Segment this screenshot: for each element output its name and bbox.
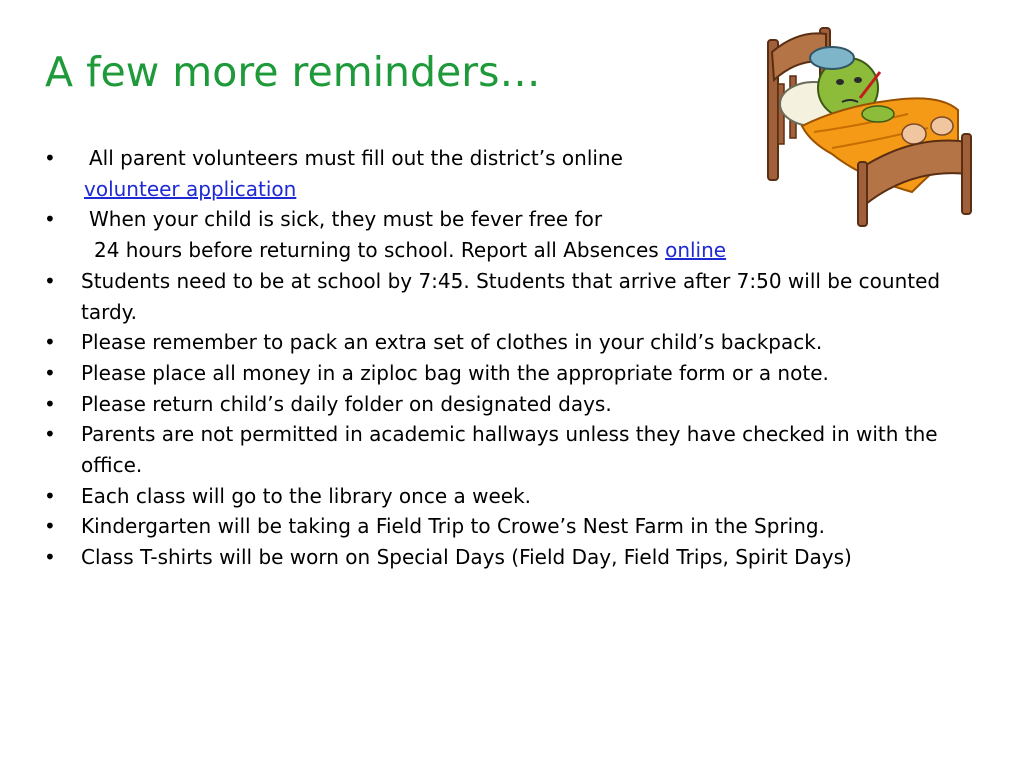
- list-item: [44, 481, 944, 512]
- list-item: [44, 204, 769, 265]
- list-item-text: Parents are not permitted in academic hallways unless they have checked in with the office.: [81, 422, 938, 478]
- list-item-text: Class T-shirts will be worn on Special Days (Field Day, Field Trips, Spirit Days): [81, 545, 852, 570]
- list-item: [44, 419, 944, 480]
- list-item-text: Please remember to pack an extra set of clothes in your child’s backpack.: [81, 330, 823, 355]
- list-item: [44, 542, 944, 573]
- list-item: [44, 327, 944, 358]
- list-item-text: All parent volunteers must fill out the district’s online: [89, 146, 623, 170]
- list-item-text: Kindergarten will be taking a Field Trip to Crowe’s Nest Farm in the Spring.: [81, 514, 825, 539]
- bullet-icon: •: [44, 545, 56, 570]
- list-item-text: 24 hours before returning to school. Report all Absences: [94, 238, 666, 263]
- report-absences-online-link[interactable]: online: [665, 238, 727, 263]
- bullet-icon: •: [44, 514, 56, 539]
- bullet-icon: •: [44, 360, 56, 385]
- list-item-text: Students need to be at school by 7:45. Students that arrive after 7:50 will be counted tardy.: [81, 268, 941, 324]
- list-item-text: Please return child’s daily folder on designated days.: [81, 391, 612, 416]
- list-item: [44, 511, 944, 542]
- bullet-icon: •: [44, 391, 56, 416]
- list-item: [44, 266, 944, 327]
- bullet-icon: •: [44, 207, 56, 232]
- bullet-icon: •: [44, 330, 56, 355]
- slide-title: A few more reminders…: [45, 48, 541, 96]
- list-item: [44, 358, 944, 389]
- list-item-text: Please place all money in a ziploc bag with the appropriate form or a note.: [81, 360, 829, 385]
- bullet-icon: •: [44, 268, 56, 293]
- bullet-icon: •: [44, 422, 56, 447]
- list-item-text: Each class will go to the library once a week.: [81, 483, 532, 508]
- list-item: [44, 143, 769, 204]
- reminder-list: [44, 143, 944, 573]
- bullet-icon: •: [44, 483, 56, 508]
- list-item: [44, 389, 944, 420]
- volunteer-application-link[interactable]: volunteer application: [84, 176, 297, 201]
- bullet-icon: •: [44, 146, 56, 170]
- list-item-text: When your child is sick, they must be fever free for: [89, 207, 603, 232]
